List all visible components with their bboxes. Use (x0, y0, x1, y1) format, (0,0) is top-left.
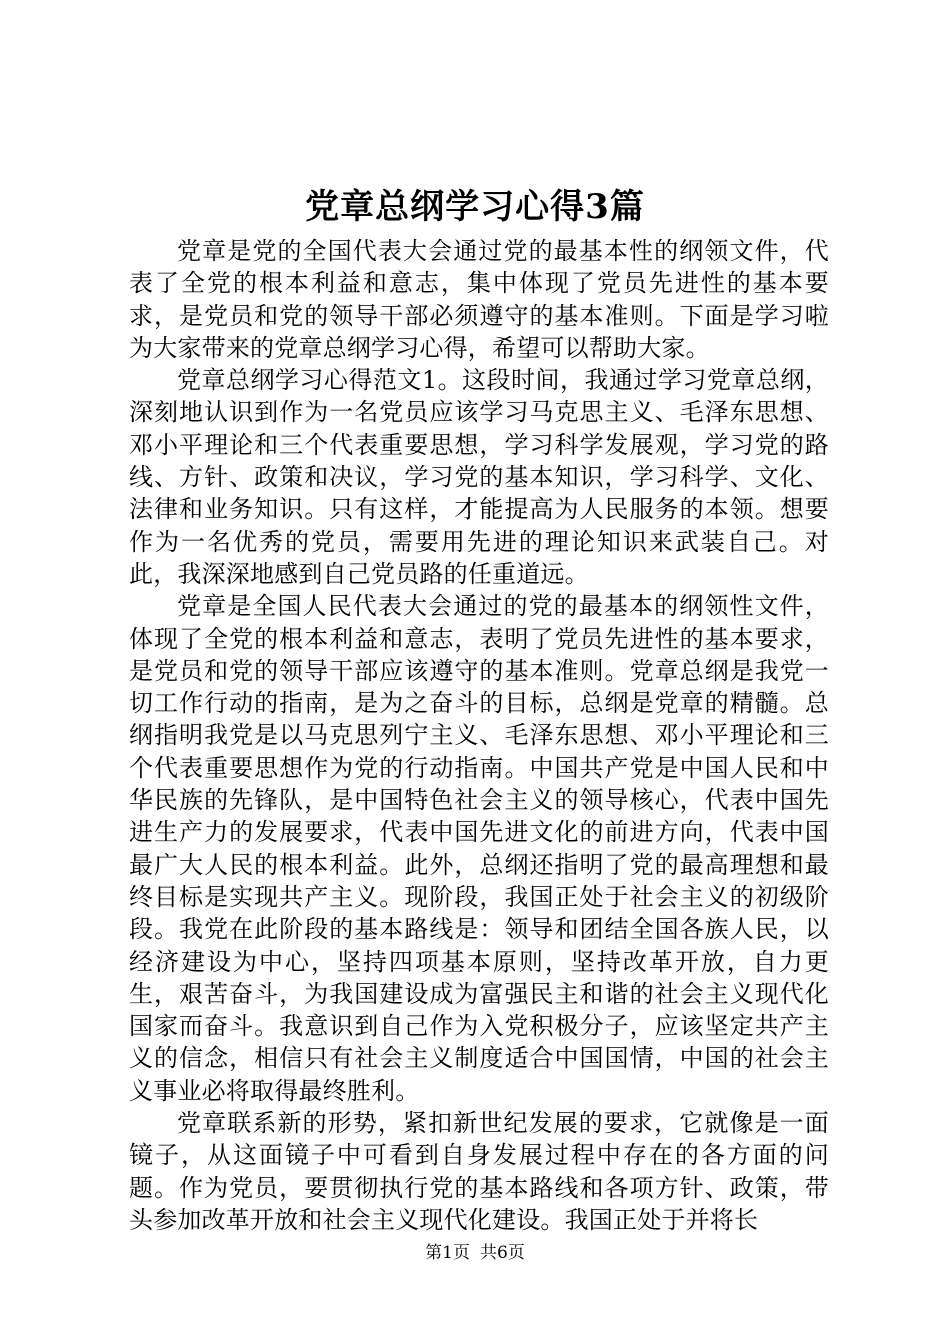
paragraph-general-program: 党章是全国人民代表大会通过的党的最基本的纲领性文件，体现了全党的根本利益和意志，表明了党员先进性的基本要求，是党员和党的领导干部应该遵守的基本准则。党章总纲是我党一切工作行动的指南，是为之奋斗的目标，总纲是党章的精髓。总纲指明我党是以马克思列宁主义、毛泽东思想、邓小平理论和三个代表重要思想作为党的行动指南。中国共产党是中国人民和中华民族的先锋队，是中国特色社会主义的领导核心，代表中国先进生产力的发展要求，代表中国先进文化的前进方向，代表中国最广大人民的根本利益。此外，总纲还指明了党的最高理想和最终目标是实现共产主义。现阶段，我国正处于社会主义的初级阶段。我党在此阶段的基本路线是：领导和团结全国各族人民，以经济建设为中心，坚持四项基本原则，坚持改革开放，自力更生，艰苦奋斗，为我国建设成为富强民主和谐的社会主义现代化国家而奋斗。我意识到自己作为入党积极分子，应该坚定共产主义的信念，相信只有社会主义制度适合中国国情，中国的社会主义事业必将取得最终胜利。 (129, 592, 829, 1105)
document-body (129, 235, 829, 1236)
paragraph-example-1: 党章总纲学习心得范文1。这段时间，我通过学习党章总纲，深刻地认识到作为一名党员应该学习马克思主义、毛泽东思想、邓小平理论和三个代表重要思想，学习科学发展观，学习党的路线、方针、政策和决议，学习党的基本知识，学习科学、文化、法律和业务知识。只有这样，才能提高为人民服务的本领。想要作为一名优秀的党员，需要用先进的理论知识来武装自己。对此，我深深地感到自己党员路的任重道远。 (129, 366, 829, 588)
page-footer (0, 1241, 950, 1265)
paragraph-new-situation: 党章联系新的形势，紧扣新世纪发展的要求，它就像是一面镜子，从这面镜子中可看到自身发展过程中存在的各方面的问题。作为党员，要贯彻执行党的基本路线和各项方针、政策，带头参加改革开放和社会主义现代化建设。我国正处于并将长 (129, 1109, 829, 1234)
paragraph-intro: 党章是党的全国代表大会通过党的最基本性的纲领文件，代表了全党的根本利益和意志，集中体现了党员先进性的基本要求，是党员和党的领导干部必须遵守的基本准则。下面是学习啦为大家带来的党章总纲学习心得，希望可以帮助大家。 (129, 237, 829, 362)
document-title: 党章总纲学习心得3篇 (305, 187, 645, 227)
page-number: 第1页 (425, 1243, 470, 1263)
page-total: 共6页 (480, 1243, 525, 1263)
